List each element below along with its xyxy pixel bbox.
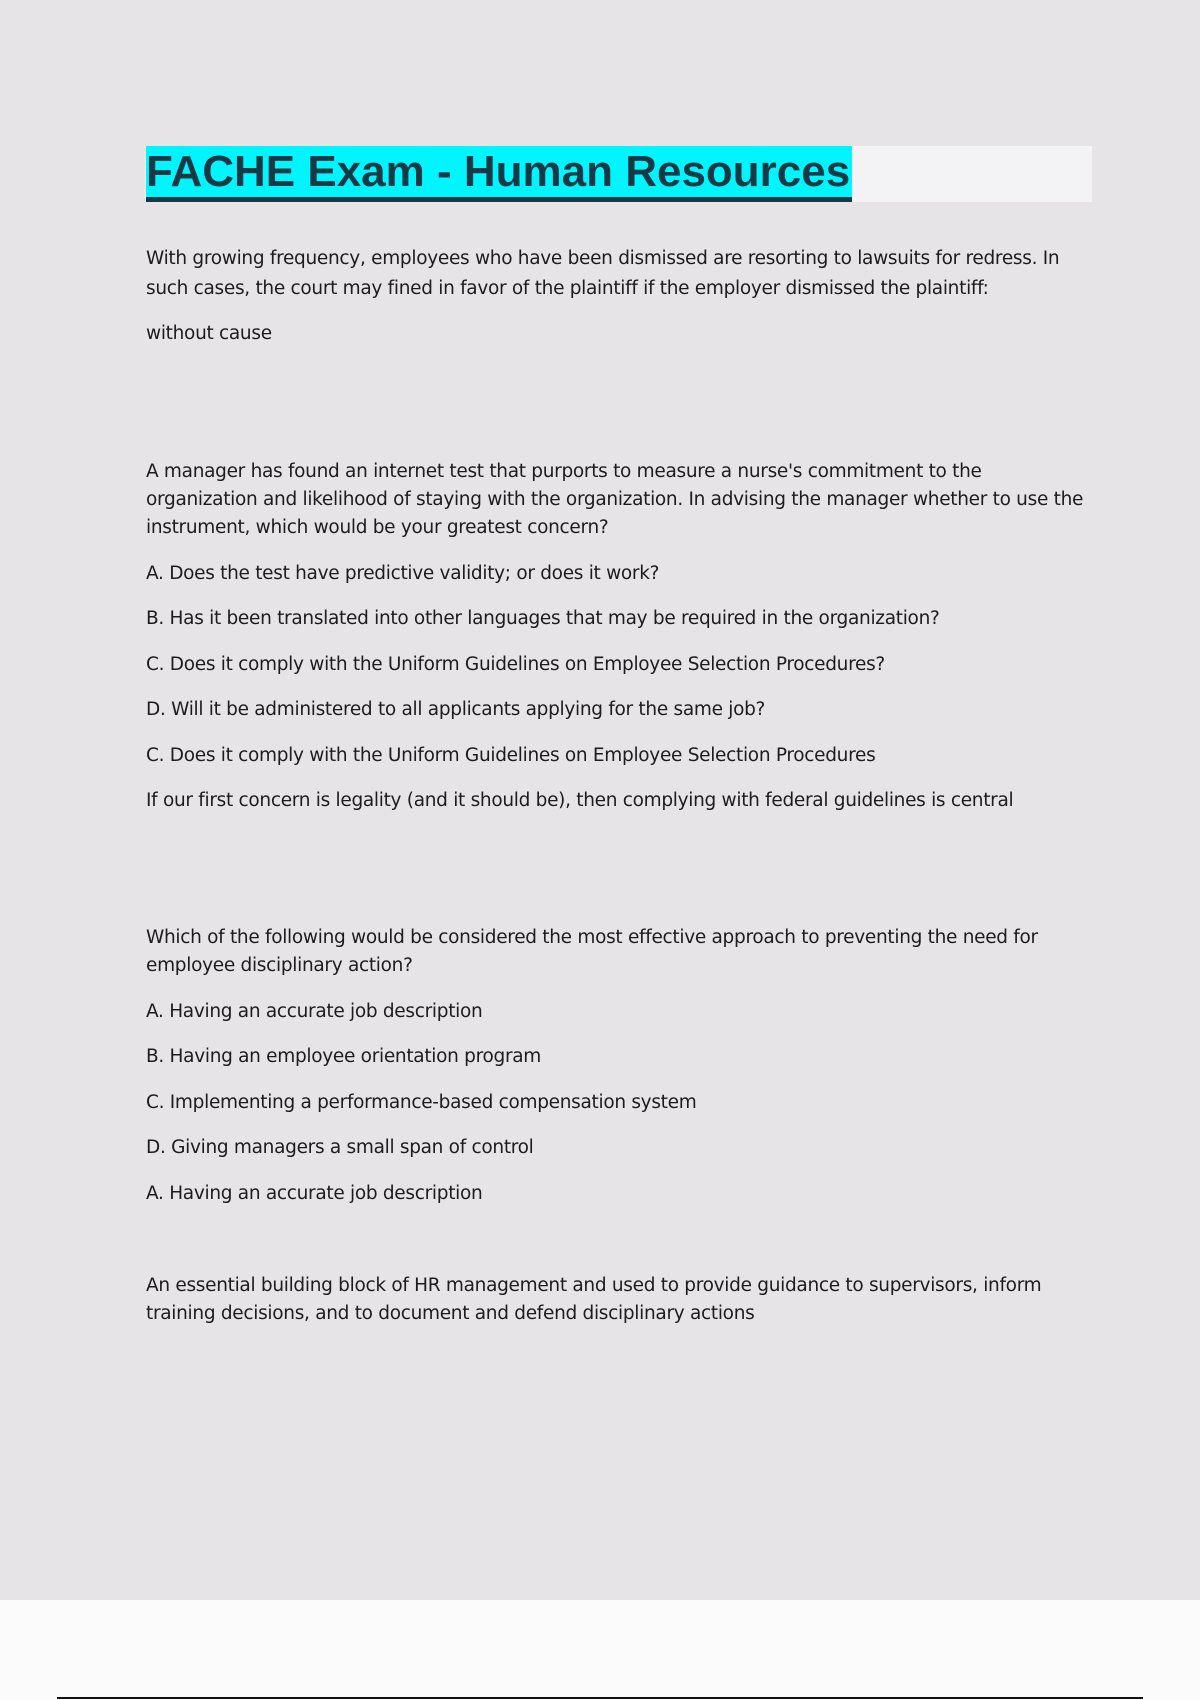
q2-question-line: instrument, which would be your greatest concern? [146, 517, 609, 538]
q3-option-a: A. Having an accurate job description [146, 1001, 483, 1022]
q3-option-b: B. Having an employee orientation program [146, 1046, 542, 1067]
footer-divider [57, 1697, 1143, 1699]
q1-question-line: such cases, the court may fined in favor of the plaintiff if the employer dismissed the plaintiff: [146, 278, 989, 299]
q2-option-a: A. Does the test have predictive validity; or does it work? [146, 563, 660, 584]
q3-answer: A. Having an accurate job description [146, 1183, 483, 1204]
q3-option-d: D. Giving managers a small span of control [146, 1137, 534, 1158]
q3-option-c: C. Implementing a performance-based compensation system [146, 1092, 697, 1113]
q1-question-line: With growing frequency, employees who have been dismissed are resorting to lawsuits for redress. In [146, 248, 1060, 269]
q3-explanation-line: An essential building block of HR management and used to provide guidance to supervisors, inform [146, 1275, 1042, 1296]
q2-question-line: A manager has found an internet test that purports to measure a nurse's commitment to the [146, 461, 982, 482]
q2-answer: C. Does it comply with the Uniform Guidelines on Employee Selection Procedures [146, 745, 876, 766]
q1-answer: without cause [146, 323, 272, 344]
q2-explanation: If our first concern is legality (and it should be), then complying with federal guidelines is central [146, 790, 1014, 811]
document-title: FACHE Exam - Human Resources [146, 146, 852, 202]
q2-option-c: C. Does it comply with the Uniform Guidelines on Employee Selection Procedures? [146, 654, 885, 675]
q3-question-line: Which of the following would be considered the most effective approach to preventing the need for [146, 927, 1038, 948]
q2-option-b: B. Has it been translated into other languages that may be required in the organization? [146, 608, 940, 629]
q3-explanation-line: training decisions, and to document and defend disciplinary actions [146, 1303, 755, 1324]
q2-option-d: D. Will it be administered to all applicants applying for the same job? [146, 699, 766, 720]
q3-question-line: employee disciplinary action? [146, 955, 413, 976]
q2-question-line: organization and likelihood of staying with the organization. In advising the manager whether to use the [146, 489, 1084, 510]
